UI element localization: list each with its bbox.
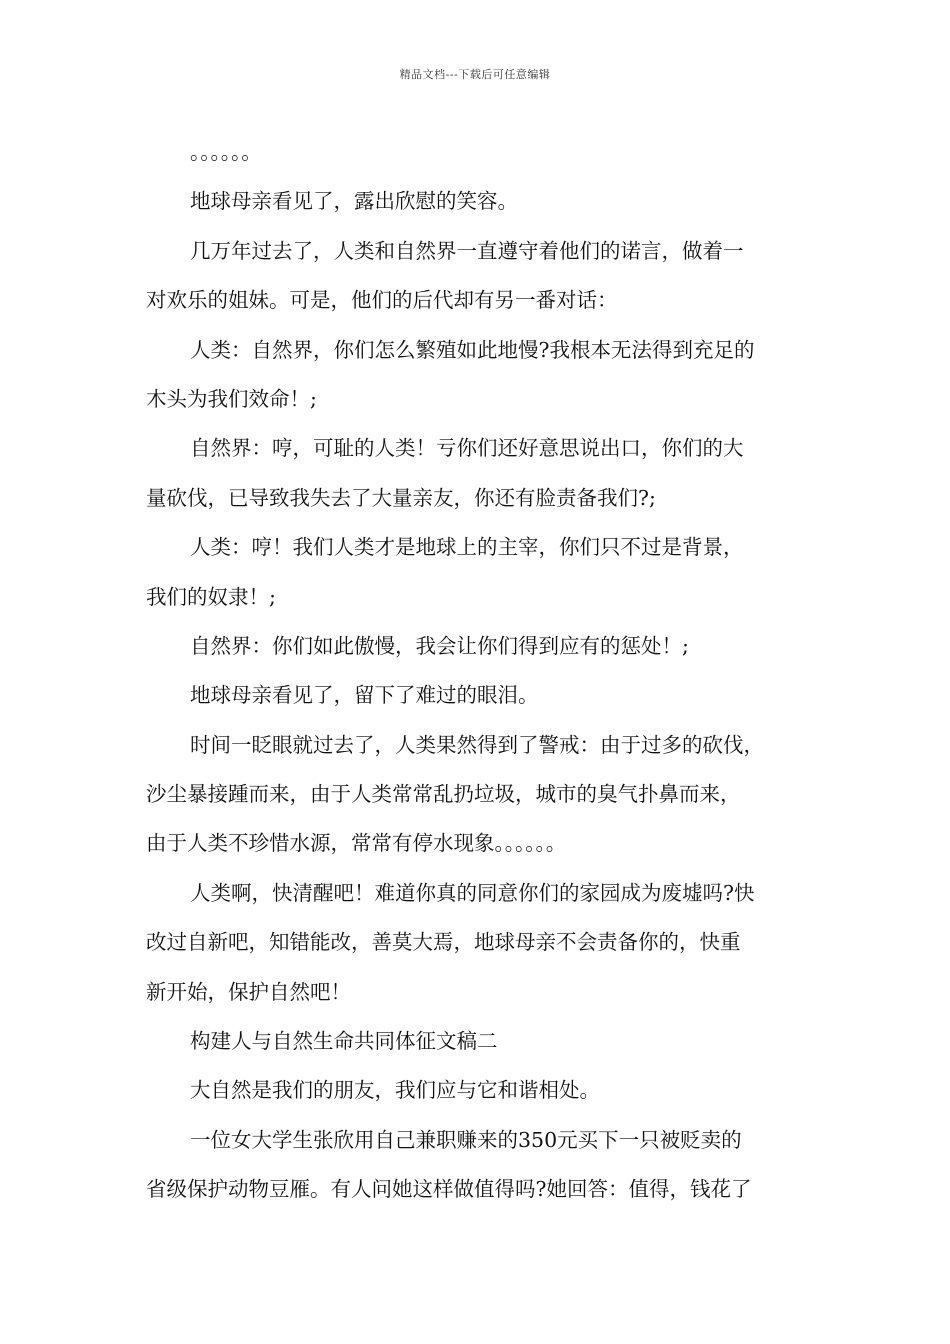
text-line: 地球母亲看见了，留下了难过的眼泪。 — [190, 683, 539, 708]
text-line: 人类啊，快清醒吧！难道你真的同意你们的家园成为废墟吗?快 — [190, 880, 755, 905]
text-line: 人类：自然界，你们怎么繁殖如此地慢?我根本无法得到充足的 — [190, 337, 755, 362]
text-line: 人类：哼！我们人类才是地球上的主宰，你们只不过是背景， — [190, 535, 744, 560]
text-line: 自然界：你们如此傲慢，我会让你们得到应有的惩处！; — [190, 633, 689, 658]
text-line: 改过自新吧，知错能改，善莫大焉，地球母亲不会责备你的，快重 — [146, 930, 741, 955]
text-line: 省级保护动物豆雁。有人问她这样做值得吗?她回答：值得，钱花了 — [146, 1177, 752, 1202]
text-line: 我们的奴隶！; — [146, 584, 276, 609]
text-line: 新开始，保护自然吧！ — [146, 979, 351, 1004]
text-line: 几万年过去了，人类和自然界一直遵守着他们的诺言，做着一 — [190, 238, 744, 263]
text-line: 由于人类不珍惜水源，常常有停水现象。。。。。。 — [146, 831, 567, 856]
page-header: 精品文档---下载后可任意编辑 — [399, 68, 551, 81]
text-line: 地球母亲看见了，露出欣慰的笑容。 — [190, 189, 518, 214]
text-line: 。。。。。。 — [190, 140, 262, 164]
text-line: 量砍伐，已导致我失去了大量亲友，你还有脸责备我们?; — [146, 485, 656, 510]
text-line: 一位女大学生张欣用自己兼职赚来的350元买下一只被贬卖的 — [190, 1127, 742, 1152]
text-line: 木头为我们效命！; — [146, 386, 317, 411]
text-line: 时间一眨眼就过去了，人类果然得到了警戒：由于过多的砍伐， — [190, 732, 764, 757]
text-line: 大自然是我们的朋友，我们应与它和谐相处。 — [190, 1078, 600, 1103]
text-line: 自然界：哼，可耻的人类！亏你们还好意思说出口，你们的大 — [190, 436, 744, 461]
document-body — [146, 128, 822, 1215]
section-heading: 构建人与自然生命共同体征文稿二 — [190, 1029, 498, 1054]
text-line: 对欢乐的姐妹。可是，他们的后代却有另一番对话： — [146, 288, 618, 313]
text-line: 沙尘暴接踵而来，由于人类常常乱扔垃圾，城市的臭气扑鼻而来， — [146, 782, 741, 807]
